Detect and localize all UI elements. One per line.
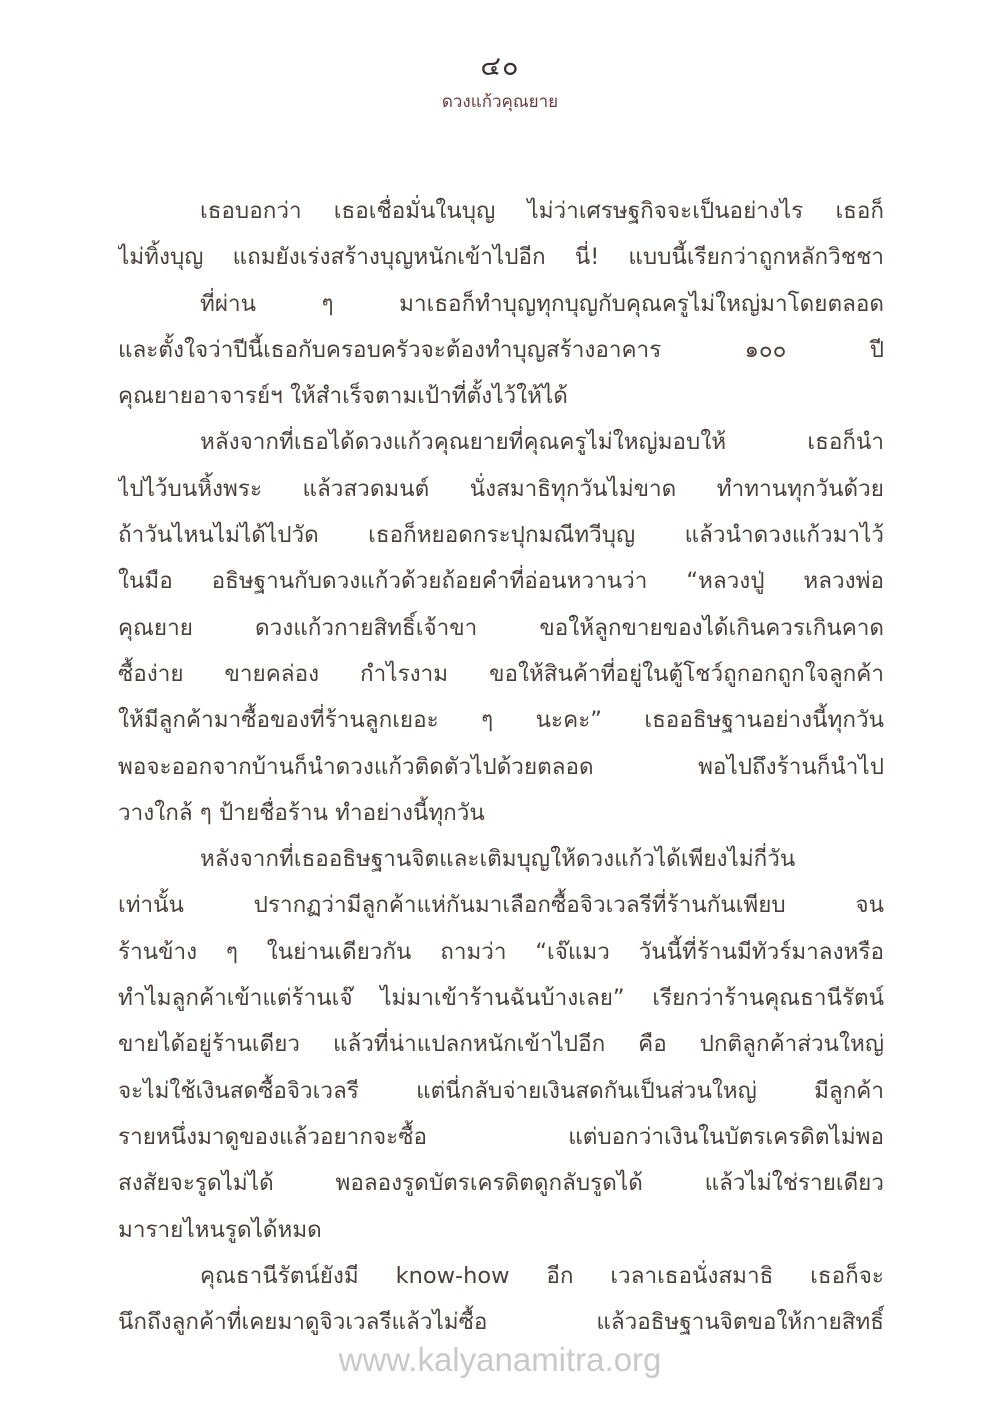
body-line: จะไม่ใช้เงินสดซื้อจิวเวลรี แต่นี่กลับจ่ายเงินสดกันเป็นส่วนใหญ่ มีลูกค้า	[118, 1077, 884, 1104]
body-line: หลังจากที่เธอได้ดวงแก้วคุณยายที่คุณครูไม่ใหญ่มอบให้ เธอก็นำ	[200, 429, 884, 456]
body-line: เธอบอกว่า เธอเชื่อมั่นในบุญ ไม่ว่าเศรษฐกิจจะเป็นอย่างไร เธอก็	[200, 198, 884, 224]
running-title: ดวงแก้วคุณยาย	[441, 92, 559, 112]
body-line: คุณยายอาจารย์ฯ ให้สำเร็จตามเป้าที่ตั้งไว้ให้ได้	[118, 383, 568, 410]
body-line: ถ้าวันไหนไม่ได้ไปวัด เธอก็หยอดกระปุกมณีทวีบุญ แล้วนำดวงแก้วมาไว้	[118, 522, 884, 549]
body-line: มารายไหนรูดได้หมด	[118, 1216, 322, 1243]
body-line: พอจะออกจากบ้านก็นำดวงแก้วติดตัวไปด้วยตลอด พอไปถึงร้านก็นำไป	[118, 753, 884, 780]
body-line: สงสัยจะรูดไม่ได้ พอลองรูดบัตรเครดิตดูกลับรูดได้ แล้วไม่ใช่รายเดียว	[118, 1170, 884, 1197]
body-line: คุณยาย ดวงแก้วกายสิทธิ์เจ้าขา ขอให้ลูกขายของได้เกินควรเกินคาด	[118, 614, 884, 641]
body-line: ให้มีลูกค้ามาซื้อของที่ร้านลูกเยอะ ๆ นะคะ” เธออธิษฐานอย่างนี้ทุกวัน	[118, 707, 884, 734]
body-line: เท่านั้น ปรากฏว่ามีลูกค้าแห่กันมาเลือกซื้อจิวเวลรีที่ร้านกันเพียบ จน	[118, 892, 884, 919]
body-line: ไปไว้บนหิ้งพระ แล้วสวดมนต์ นั่งสมาธิทุกวันไม่ขาด ทำทานทุกวันด้วย	[118, 475, 884, 502]
body-line: รายหนึ่งมาดูของแล้วอยากจะซื้อ แต่บอกว่าเงินในบัตรเครดิตไม่พอ	[118, 1123, 884, 1150]
body-line: หลังจากที่เธออธิษฐานจิตและเติมบุญให้ดวงแก้วได้เพียงไม่กี่วัน	[200, 846, 796, 873]
body-line: วางใกล้ ๆ ป้ายชื่อร้าน ทำอย่างนี้ทุกวัน	[118, 799, 485, 826]
body-line: ร้านข้าง ๆ ในย่านเดียวกัน ถามว่า “เจ๊แมว วันนี้ที่ร้านมีทัวร์มาลงหรือ	[118, 938, 884, 965]
body-text	[118, 188, 884, 1345]
page-number: ๔๐	[480, 51, 520, 82]
body-line: นึกถึงลูกค้าที่เคยมาดูจิวเวลรีแล้วไม่ซื้อ แล้วอธิษฐานจิตขอให้กายสิทธิ์	[118, 1309, 884, 1336]
body-line: และตั้งใจว่าปีนี้เธอกับครอบครัวจะต้องทำบุญสร้างอาคาร ๑๐๐ ปี	[118, 336, 884, 363]
body-line: ขายได้อยู่ร้านเดียว แล้วที่น่าแปลกหนักเข้าไปอีก คือ ปกติลูกค้าส่วนใหญ่	[118, 1031, 884, 1058]
body-line: ในมือ อธิษฐานกับดวงแก้วด้วยถ้อยคำที่อ่อนหวานว่า “หลวงปู่ หลวงพ่อ	[118, 568, 884, 595]
body-line: คุณธานีรัตน์ยังมี know-how อีก เวลาเธอนั่งสมาธิ เธอก็จะ	[200, 1262, 884, 1289]
body-line: ทำไมลูกค้าเข้าแต่ร้านเจ๊ ไม่มาเข้าร้านฉันบ้างเลย” เรียกว่าร้านคุณธานีรัตน์	[118, 985, 884, 1012]
body-line: ซื้อง่าย ขายคล่อง กำไรงาม ขอให้สินค้าที่อยู่ในตู้โชว์ถูกอกถูกใจลูกค้า	[118, 660, 884, 687]
body-line: ไม่ทิ้งบุญ แถมยังเร่งสร้างบุญหนักเข้าไปอีก นี่! แบบนี้เรียกว่าถูกหลักวิชชา	[118, 244, 884, 271]
footer-url: www.kalyanamitra.org	[338, 1341, 662, 1378]
body-line: ที่ผ่าน ๆ มาเธอก็ทำบุญทุกบุญกับคุณครูไม่ใหญ่มาโดยตลอด	[200, 290, 884, 317]
